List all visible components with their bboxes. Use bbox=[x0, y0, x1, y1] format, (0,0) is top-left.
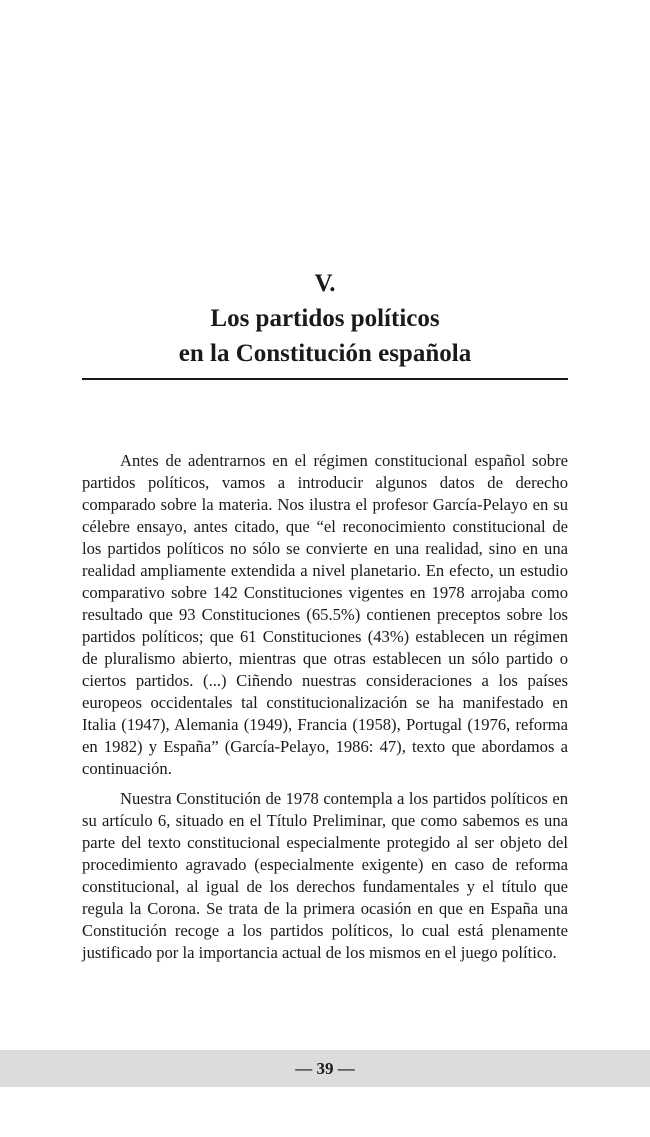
chapter-title-line-2: en la Constitución española bbox=[178, 340, 472, 367]
body-text bbox=[82, 450, 568, 972]
page-number: — 39 — bbox=[295, 1059, 355, 1078]
chapter-number: V. bbox=[314, 270, 336, 297]
heading-divider bbox=[82, 378, 568, 380]
chapter-heading bbox=[82, 266, 568, 371]
chapter-title-line-1: Los partidos políticos bbox=[210, 305, 440, 332]
paragraph-2: Nuestra Constitución de 1978 contempla a los partidos políticos en su artículo 6, situado en el Título Preliminar, que como sabemos es una parte del texto constitucional especialmente protegido al ser objeto del procedimiento agravado (especialmente exigente) en caso de reforma constitucional, al igual de los derechos fundamentales y el título que regula la Corona. Se trata de la primera ocasión en que en España una Constitución recoge a los partidos políticos, lo cual está plenamente justificado por la importancia actual de los mismos en el juego político. bbox=[82, 789, 568, 962]
paragraph-1: Antes de adentrarnos en el régimen constitucional español sobre partidos políticos, vamos a introducir algunos datos de derecho comparado sobre la materia. Nos ilustra el profesor García-Pelayo en su célebre ensayo, antes citado, que “el reconocimiento constitucional de los partidos políticos no sólo se convierte en una realidad, sino en una realidad ampliamente extendida a nivel planetario. En efecto, un estudio comparativo sobre 142 Constituciones vigentes en 1978 arrojaba como resultado que 93 Constituciones (65.5%) contienen preceptos sobre los partidos políticos; que 61 Constituciones (43%) establecen un régimen de pluralismo abierto, mientras que otras establecen un sólo partido o ciertos partidos. (...) Ciñendo nuestras consideraciones a los países europeos occidentales tal constitucionalización se ha manifestado en Italia (1947), Alemania (1949), Francia (1958), Portugal (1976, reforma en 1982) y España” (García-Pelayo, 1986: 47), texto que abordamos a continuación. bbox=[82, 451, 568, 778]
